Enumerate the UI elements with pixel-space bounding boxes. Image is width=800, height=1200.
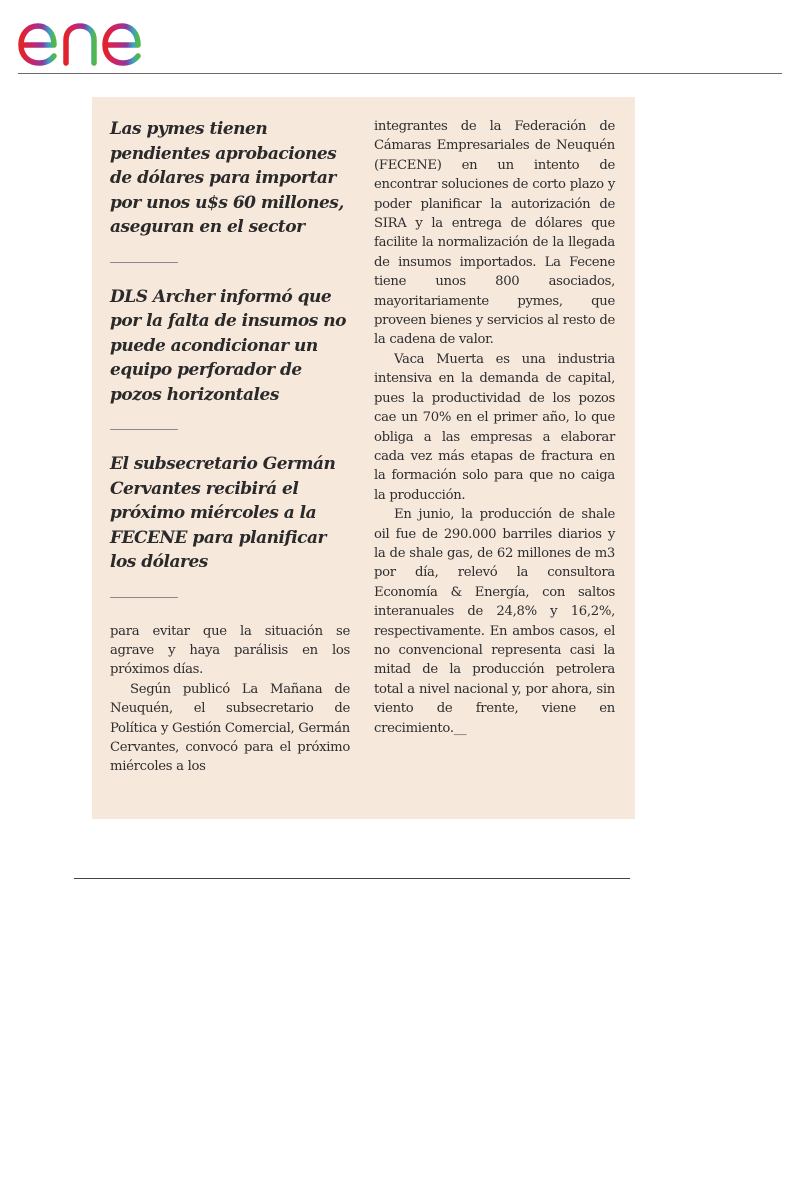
newspaper-clipping xyxy=(92,97,635,819)
footer-divider xyxy=(74,878,630,879)
right-column xyxy=(374,117,615,738)
body-paragraph: Según publicó La Mañana de Neuquén, el subsecretario de Política y Gestión Comercial, Germán Cervantes, convocó para el próximo miércoles a los xyxy=(110,681,350,775)
enel-logo xyxy=(16,4,186,68)
body-paragraph: En junio, la producción de shale oil fue de 290.000 barriles diarios y la de shale gas, de 62 millones de m3 por día, relevó la consultora Economía & Energía, con saltos interanuales de 24,8% y 16,2%, respectivamente. En ambos casos, el no convencional representa casi la mitad de la producción petrolera total a nivel nacional y, por ahora, sin viento de frente, viene en crecimiento.__ xyxy=(374,507,615,736)
headline-cervantes: El subsecretario Germán Cervantes recibirá el próximo miércoles a la FECENE para planificar los dólares xyxy=(110,454,336,572)
body-paragraph: integrantes de la Federación de Cámaras Empresariales de Neuquén (FECENE) en un intento de encontrar soluciones de corto plazo y poder planificar la autorización de SIRA y la entrega de dólares que facilite la normalización de la llegada de insumos importados. La Fecene tiene unos 800 asociados, mayoritariamente pymes, que proveen bienes y servicios al resto de la cadena de valor. xyxy=(374,119,615,348)
left-column xyxy=(110,117,350,777)
body-paragraph: para evitar que la situación se agrave y haya parálisis en los próximos días. xyxy=(110,623,350,678)
headline-pymes: Las pymes tienen pendientes aprobaciones de dólares para importar por unos u$s 60 millones, aseguran en el sector xyxy=(110,119,344,237)
header-divider xyxy=(18,73,782,74)
headline-divider xyxy=(110,597,178,598)
headline-divider xyxy=(110,429,178,430)
headline-divider xyxy=(110,262,178,263)
headline-dls-archer: DLS Archer informó que por la falta de insumos no puede acondicionar un equipo perforador de pozos horizontales xyxy=(110,286,346,405)
body-paragraph: Vaca Muerta es una industria intensiva en la demanda de capital, pues la productividad de los pozos cae un 70% en el primer año, lo que obliga a las empresas a elaborar cada vez más etapas de fractura en la formación solo para que no caiga la producción. xyxy=(374,351,615,503)
